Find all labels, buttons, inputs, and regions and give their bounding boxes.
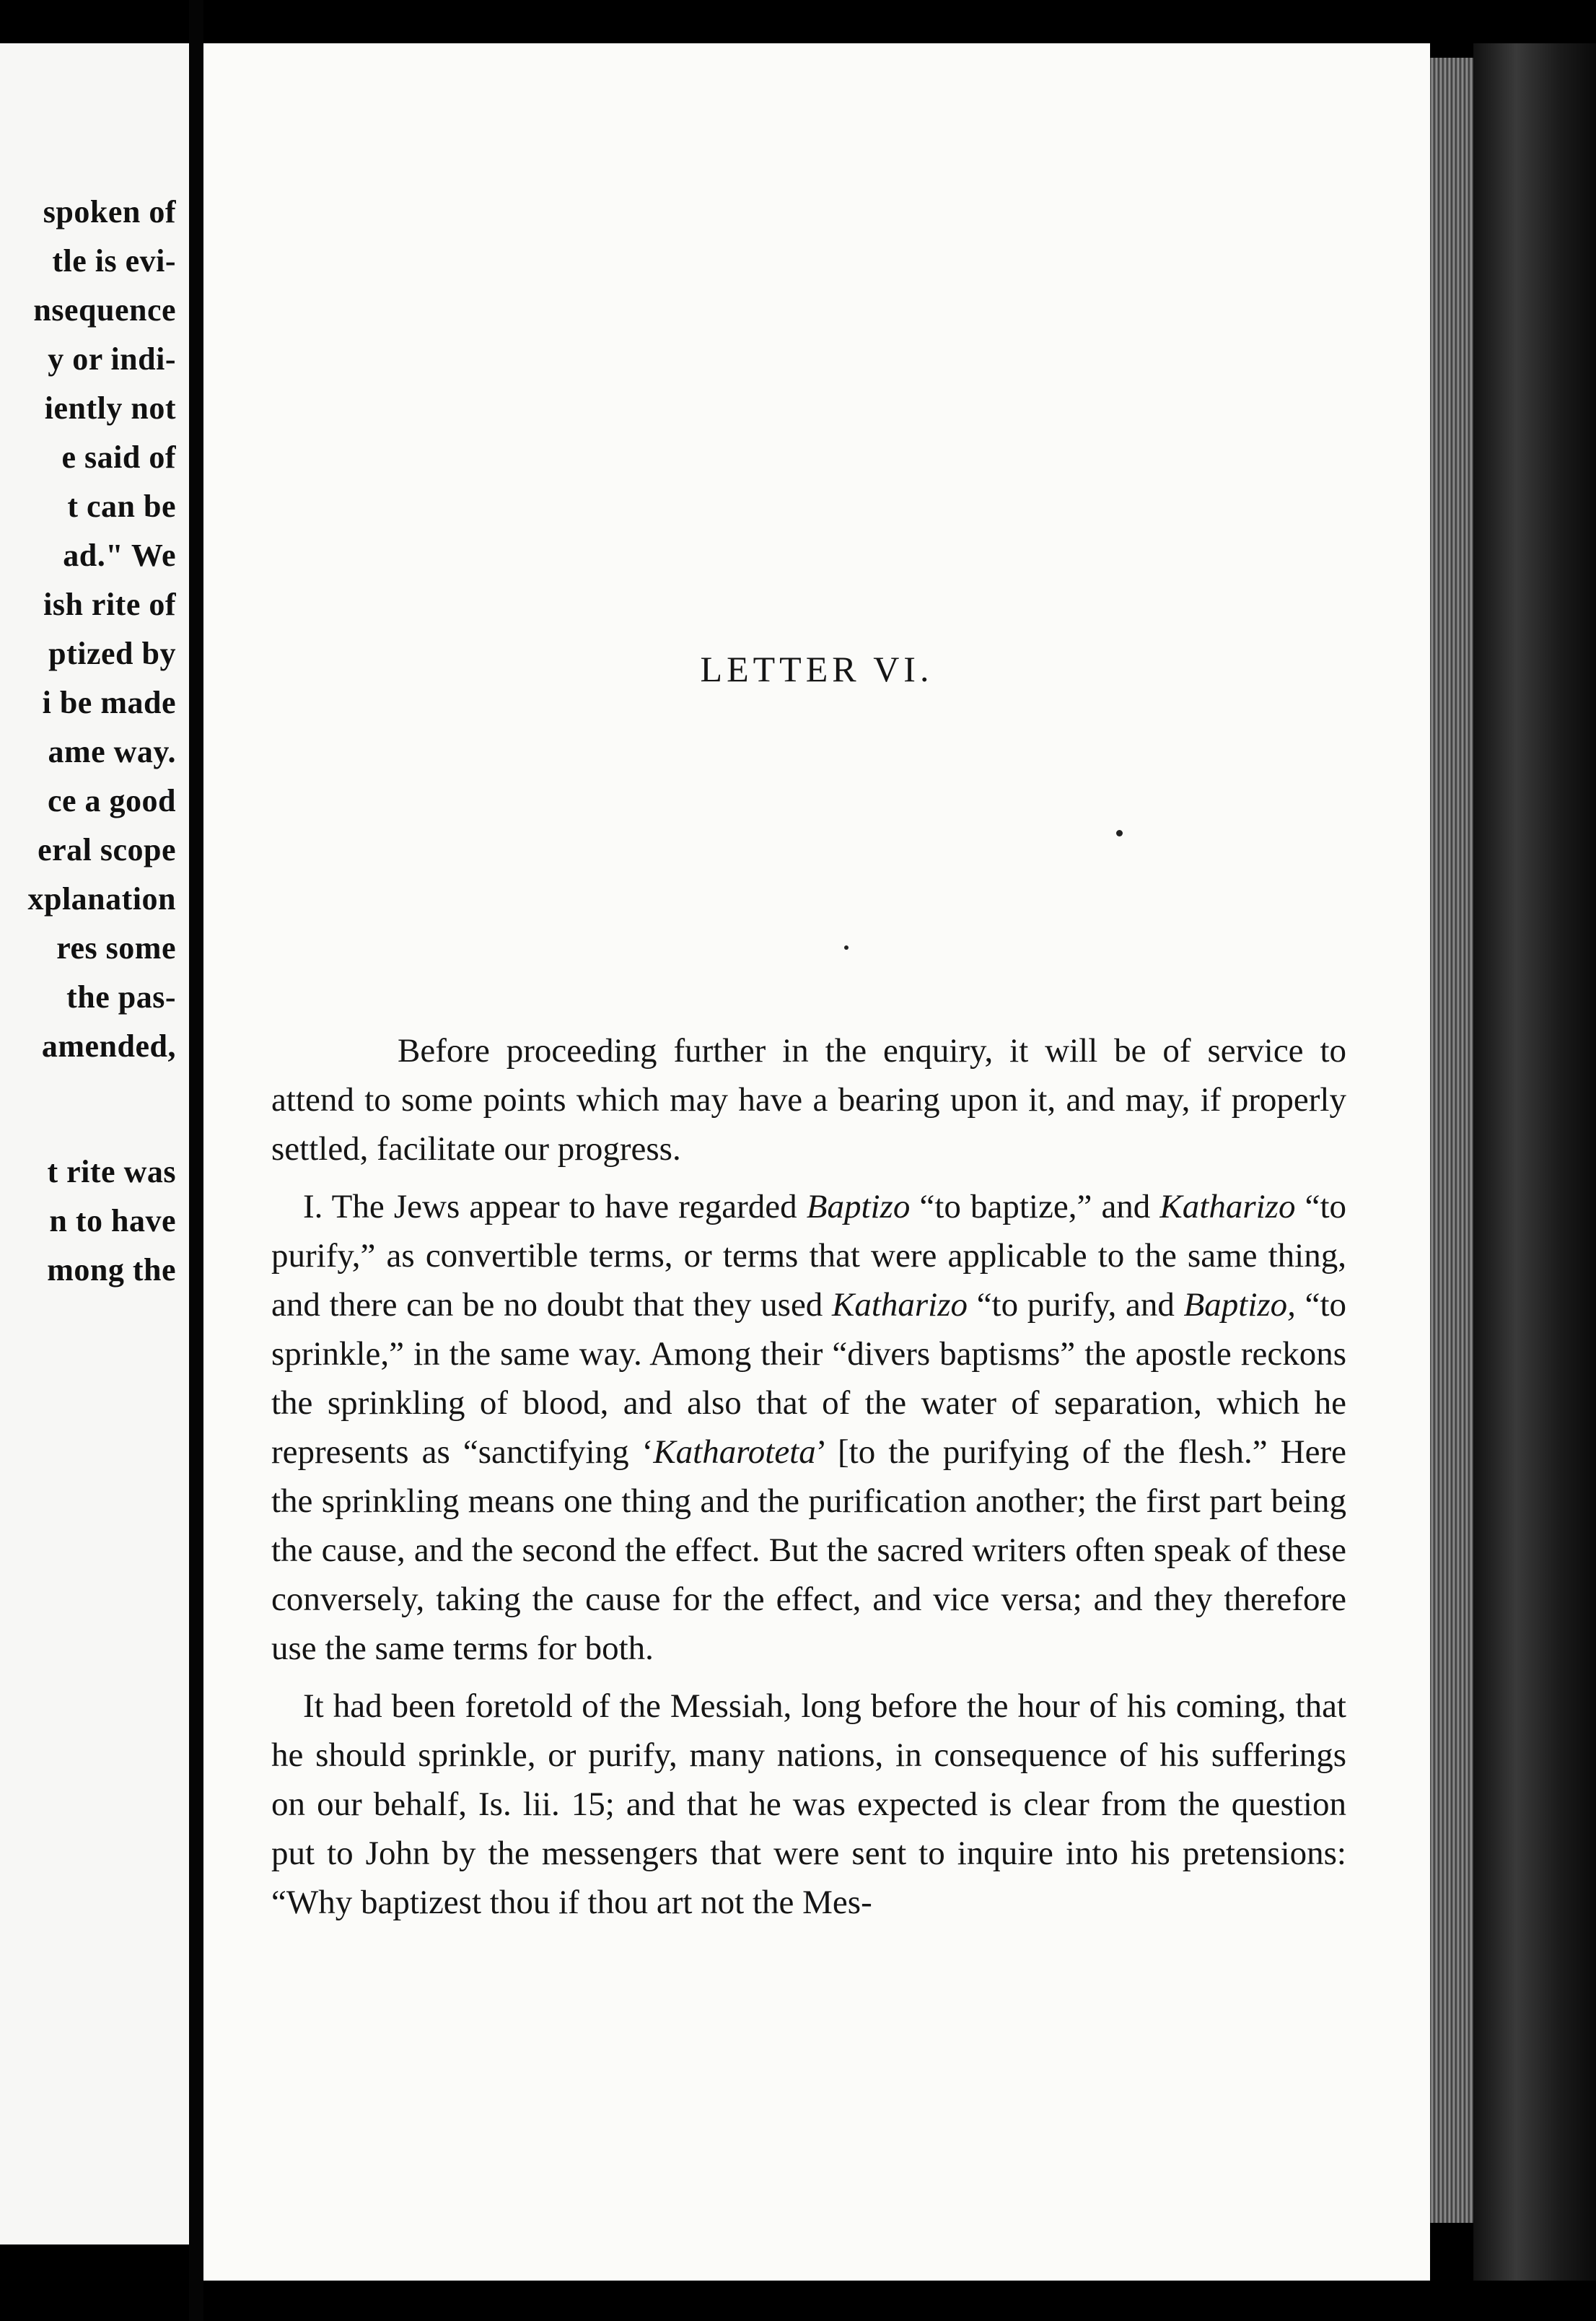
left-page-fragment: n to have xyxy=(49,1203,176,1238)
left-page-fragment: ptized by xyxy=(48,636,176,671)
left-page-fragment: spoken of xyxy=(43,194,176,230)
left-page-fragment: iently not xyxy=(44,390,176,426)
text-run: “to purify, and xyxy=(968,1286,1184,1324)
ink-speck xyxy=(844,945,849,950)
left-page-fragment: ce a good xyxy=(47,783,176,818)
page-fore-edge xyxy=(1430,58,1473,2223)
left-page-fragment: mong the xyxy=(47,1252,176,1288)
left-page-fragment: the pas- xyxy=(66,979,176,1015)
italic-term: Katharizo xyxy=(831,1286,968,1324)
book-gutter xyxy=(189,0,203,2321)
left-page-fragment: t rite was xyxy=(47,1154,176,1189)
left-page-fragment: xplanation xyxy=(27,881,176,917)
left-page-fragment: amended, xyxy=(41,1028,176,1064)
left-page-fragment: i be made xyxy=(42,685,176,720)
paragraph xyxy=(271,1682,1346,1927)
left-page-fragment: t can be xyxy=(67,489,176,524)
left-page-fragment: ad." We xyxy=(63,538,176,573)
text-run: ’ [to the purifying of the flesh.” Here the sprinkling means one thing and the purification another; the first part being the cause, and the second the effect. But the sacred writers often speak of these conversely, taking the cause for the effect, and vice versa; and they therefore use the same terms for both. xyxy=(271,1433,1346,1667)
text-run: It had been foretold of the Messiah, long before the hour of his coming, that he should sprinkle, or purify, many nations, in consequence of his sufferings on our behalf, Is. lii. 15; and that he was expected is clear from the question put to John by the messengers that were sent to inquire into his pretensions: “Why baptizest thou if thou art not the Mes- xyxy=(271,1687,1346,1921)
text-run: “to baptize,” and xyxy=(910,1188,1160,1225)
left-page xyxy=(0,43,196,2244)
italic-term: Baptizo xyxy=(806,1188,911,1225)
paragraph xyxy=(271,1026,1346,1173)
left-page-fragment: ish rite of xyxy=(43,587,176,622)
left-page-fragment: nsequence xyxy=(33,292,176,328)
right-page xyxy=(203,43,1430,2281)
left-page-fragment: res some xyxy=(56,930,176,966)
left-page-fragment: tle is evi- xyxy=(52,243,176,279)
text-run: “to sprinkle,” in the same way. Among their “divers baptisms” the apostle reckons the sprinkling of blood, and also that of the water of separation, which he represents as “sanctifying ‘ xyxy=(271,1286,1347,1471)
italic-term: Katharizo xyxy=(1159,1188,1296,1225)
text-run: “to purify,” as convertible terms, or terms that were applicable to the same thing, and there can be no doubt that they used xyxy=(271,1188,1347,1324)
book-cover-edge xyxy=(1473,43,1596,2281)
paragraph xyxy=(271,1182,1346,1673)
left-page-fragment: eral scope xyxy=(38,832,176,867)
text-run: I. The Jews appear to have regarded xyxy=(303,1188,807,1225)
body-text xyxy=(271,1026,1346,1927)
left-page-fragment: y or indi- xyxy=(48,341,176,377)
italic-term: Katharoteta xyxy=(653,1433,816,1471)
left-page-fragment: ame way. xyxy=(48,734,176,769)
italic-term: Baptizo, xyxy=(1183,1286,1296,1324)
ink-speck xyxy=(1116,830,1123,836)
left-page-fragment: e said of xyxy=(61,440,176,475)
letter-heading: LETTER VI. xyxy=(700,649,934,689)
text-run: Before proceeding further in the enquiry, it will be of service to attend to some points which may have a bearing upon it, and may, if properly settled, facilitate our progress. xyxy=(271,1032,1346,1168)
